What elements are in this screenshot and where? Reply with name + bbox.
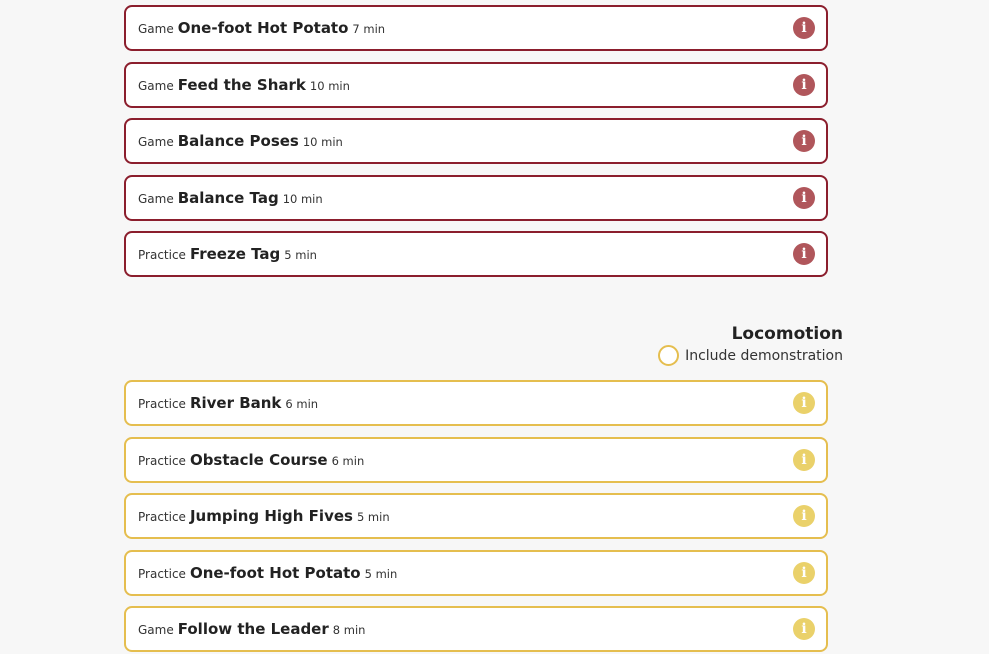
info-icon[interactable]: i (793, 449, 815, 471)
activity-duration: 10 min (302, 135, 343, 149)
activity-name: Freeze Tag (189, 245, 281, 263)
activity-type: Game (138, 191, 174, 206)
activity-duration: 5 min (364, 566, 398, 581)
activity-duration: 8 min (332, 623, 366, 637)
info-icon[interactable]: i (793, 187, 815, 209)
activity-type: Practice (138, 397, 186, 411)
info-icon[interactable]: i (793, 618, 815, 640)
include-demonstration-toggle[interactable] (658, 345, 843, 366)
activity-duration: 5 min (284, 248, 317, 262)
info-icon[interactable]: i (793, 243, 815, 265)
activity-card[interactable] (124, 5, 828, 51)
section-title: Locomotion (731, 324, 843, 344)
activity-list-top (124, 5, 828, 288)
activity-duration: 6 min (285, 397, 319, 411)
activity-duration: 6 min (331, 453, 365, 468)
activity-name: Follow the Leader (177, 620, 329, 638)
info-icon[interactable]: i (793, 74, 815, 96)
activity-text (138, 564, 793, 582)
locomotion-header (658, 323, 843, 366)
activity-text (138, 451, 793, 469)
activity-card[interactable] (124, 380, 828, 426)
activity-type: Practice (138, 248, 186, 262)
info-icon[interactable]: i (793, 392, 815, 414)
radio-circle-icon[interactable] (658, 345, 679, 366)
activity-card[interactable] (124, 62, 828, 108)
activity-text (138, 245, 793, 263)
activity-card[interactable] (124, 118, 828, 164)
activity-card[interactable] (124, 231, 828, 277)
activity-name: One-foot Hot Potato (177, 19, 349, 37)
activity-card[interactable] (124, 175, 828, 221)
activity-card[interactable] (124, 437, 828, 483)
activity-type: Game (138, 78, 174, 93)
activity-text (138, 189, 793, 207)
activity-name: Feed the Shark (177, 75, 306, 94)
activity-text (138, 394, 793, 412)
info-icon[interactable]: i (793, 130, 815, 152)
activity-name: One-foot Hot Potato (189, 563, 361, 582)
activity-type: Practice (138, 453, 186, 468)
activity-card[interactable] (124, 606, 828, 652)
activity-text (138, 132, 793, 150)
activity-card[interactable] (124, 550, 828, 596)
activity-duration: 10 min (282, 191, 323, 206)
activity-name: Obstacle Course (189, 450, 328, 469)
activity-card[interactable] (124, 493, 828, 539)
activity-text (138, 507, 793, 525)
activity-type: Game (138, 22, 174, 36)
include-demonstration-label: Include demonstration (685, 347, 843, 364)
activity-name: River Bank (189, 394, 282, 412)
activity-duration: 10 min (309, 78, 350, 93)
activity-duration: 7 min (352, 22, 386, 36)
activity-name: Balance Tag (177, 188, 279, 207)
info-icon[interactable]: i (793, 17, 815, 39)
activity-text (138, 76, 793, 94)
activity-name: Balance Poses (177, 132, 299, 150)
activity-list-locomotion (124, 380, 828, 654)
activity-text (138, 19, 793, 37)
activity-type: Practice (138, 566, 186, 581)
info-icon[interactable]: i (793, 505, 815, 527)
activity-text (138, 620, 793, 638)
info-icon[interactable]: i (793, 562, 815, 584)
activity-type: Game (138, 135, 174, 149)
activity-type: Practice (138, 510, 186, 524)
activity-type: Game (138, 623, 174, 637)
activity-duration: 5 min (356, 510, 390, 524)
activity-name: Jumping High Fives (189, 507, 353, 525)
